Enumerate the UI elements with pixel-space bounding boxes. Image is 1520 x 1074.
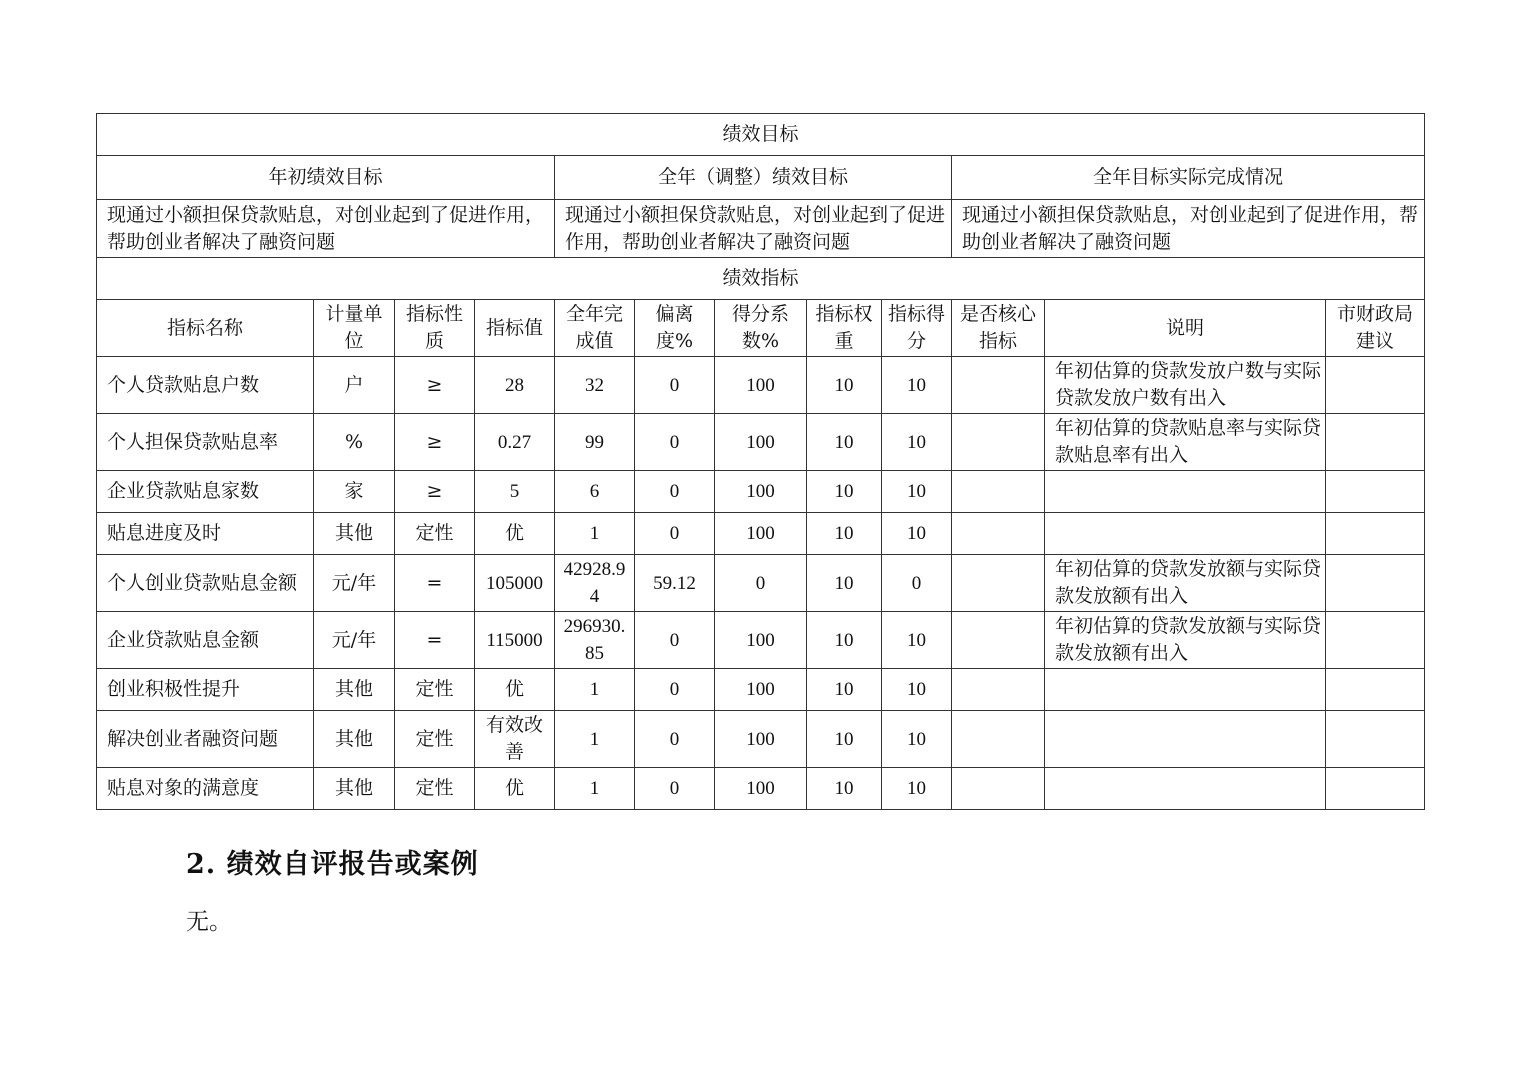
cell-advice [1326,471,1425,513]
cell-unit: 其他 [314,669,395,711]
cell-unit: 其他 [314,768,395,810]
goal-header-initial: 年初绩效目标 [97,156,555,200]
cell-advice [1326,513,1425,555]
cell-advice [1326,357,1425,414]
cell-deviation: 59.12 [635,555,715,612]
cell-actual: 1 [555,513,635,555]
cell-name: 贴息进度及时 [97,513,314,555]
cell-core [952,768,1045,810]
goal-header-actual: 全年目标实际完成情况 [952,156,1425,200]
column-header: 指标性质 [395,300,475,357]
cell-score: 10 [882,711,952,768]
column-header: 指标得分 [882,300,952,357]
column-header: 计量单位 [314,300,395,357]
cell-actual: 1 [555,711,635,768]
cell-note: 年初估算的贷款发放额与实际贷款发放额有出入 [1045,612,1326,669]
column-header: 指标值 [475,300,555,357]
cell-unit: % [314,414,395,471]
cell-coef: 100 [715,669,807,711]
column-header: 全年完成值 [555,300,635,357]
cell-weight: 10 [807,711,882,768]
column-header: 指标权重 [807,300,882,357]
cell-target: 115000 [475,612,555,669]
table-row [97,612,1425,669]
cell-target: 优 [475,768,555,810]
goal-header-adjusted: 全年（调整）绩效目标 [555,156,952,200]
cell-advice [1326,768,1425,810]
cell-weight: 10 [807,669,882,711]
cell-note [1045,768,1326,810]
section-heading: 2. 绩效自评报告或案例 [186,849,479,880]
cell-weight: 10 [807,513,882,555]
cell-coef: 0 [715,555,807,612]
cell-nature: ≥ [395,414,475,471]
cell-deviation: 0 [635,471,715,513]
cell-core [952,612,1045,669]
cell-name: 个人贷款贴息户数 [97,357,314,414]
cell-coef: 100 [715,711,807,768]
cell-actual: 6 [555,471,635,513]
cell-advice [1326,612,1425,669]
cell-note [1045,669,1326,711]
cell-coef: 100 [715,612,807,669]
cell-deviation: 0 [635,768,715,810]
cell-deviation: 0 [635,669,715,711]
cell-target: 0.27 [475,414,555,471]
table-row [97,513,1425,555]
cell-name: 贴息对象的满意度 [97,768,314,810]
cell-target: 有效改善 [475,711,555,768]
cell-deviation: 0 [635,357,715,414]
cell-actual: 42928.94 [555,555,635,612]
cell-weight: 10 [807,612,882,669]
goal-text-initial: 现通过小额担保贷款贴息，对创业起到了促进作用，帮助创业者解决了融资问题 [97,200,555,258]
table-title: 绩效目标 [97,114,1425,156]
cell-weight: 10 [807,768,882,810]
indicator-section-title: 绩效指标 [97,258,1425,300]
cell-core [952,471,1045,513]
cell-unit: 其他 [314,513,395,555]
cell-unit: 元/年 [314,555,395,612]
goal-text-actual: 现通过小额担保贷款贴息，对创业起到了促进作用，帮助创业者解决了融资问题 [952,200,1425,258]
column-header: 是否核心指标 [952,300,1045,357]
cell-note: 年初估算的贷款贴息率与实际贷款贴息率有出入 [1045,414,1326,471]
cell-core [952,711,1045,768]
cell-advice [1326,669,1425,711]
cell-actual: 296930.85 [555,612,635,669]
cell-name: 解决创业者融资问题 [97,711,314,768]
cell-score: 10 [882,768,952,810]
cell-score: 10 [882,414,952,471]
cell-name: 个人担保贷款贴息率 [97,414,314,471]
cell-deviation: 0 [635,711,715,768]
cell-note [1045,471,1326,513]
table-row [97,768,1425,810]
column-header-row [97,300,1425,357]
cell-score: 0 [882,555,952,612]
column-header: 得分系数% [715,300,807,357]
cell-unit: 户 [314,357,395,414]
cell-coef: 100 [715,471,807,513]
cell-unit: 元/年 [314,612,395,669]
cell-note: 年初估算的贷款发放额与实际贷款发放额有出入 [1045,555,1326,612]
cell-name: 企业贷款贴息家数 [97,471,314,513]
table-row [97,471,1425,513]
cell-coef: 100 [715,414,807,471]
cell-nature: = [395,555,475,612]
cell-advice [1326,711,1425,768]
table-row [97,555,1425,612]
cell-score: 10 [882,513,952,555]
cell-weight: 10 [807,555,882,612]
cell-score: 10 [882,669,952,711]
cell-core [952,555,1045,612]
cell-coef: 100 [715,357,807,414]
cell-advice [1326,414,1425,471]
cell-nature: 定性 [395,513,475,555]
cell-note: 年初估算的贷款发放户数与实际贷款发放户数有出入 [1045,357,1326,414]
table-row [97,357,1425,414]
cell-nature: 定性 [395,669,475,711]
cell-core [952,669,1045,711]
cell-coef: 100 [715,513,807,555]
cell-name: 个人创业贷款贴息金额 [97,555,314,612]
table-row [97,669,1425,711]
cell-weight: 10 [807,414,882,471]
cell-unit: 家 [314,471,395,513]
cell-core [952,513,1045,555]
cell-core [952,357,1045,414]
cell-deviation: 0 [635,612,715,669]
cell-score: 10 [882,471,952,513]
table-row [97,414,1425,471]
cell-core [952,414,1045,471]
cell-deviation: 0 [635,513,715,555]
cell-target: 优 [475,513,555,555]
cell-target: 28 [475,357,555,414]
column-header: 说明 [1045,300,1326,357]
cell-coef: 100 [715,768,807,810]
cell-nature: 定性 [395,768,475,810]
cell-nature: = [395,612,475,669]
cell-note [1045,711,1326,768]
cell-target: 5 [475,471,555,513]
performance-table [96,113,1425,810]
column-header: 市财政局建议 [1326,300,1425,357]
cell-weight: 10 [807,357,882,414]
cell-unit: 其他 [314,711,395,768]
section-body: 无。 [186,909,232,935]
cell-name: 企业贷款贴息金额 [97,612,314,669]
cell-note [1045,513,1326,555]
cell-name: 创业积极性提升 [97,669,314,711]
column-header: 偏离度% [635,300,715,357]
cell-actual: 1 [555,768,635,810]
cell-target: 优 [475,669,555,711]
cell-nature: 定性 [395,711,475,768]
column-header: 指标名称 [97,300,314,357]
goal-text-adjusted: 现通过小额担保贷款贴息，对创业起到了促进作用，帮助创业者解决了融资问题 [555,200,952,258]
cell-nature: ≥ [395,357,475,414]
table-row [97,711,1425,768]
cell-score: 10 [882,612,952,669]
cell-score: 10 [882,357,952,414]
cell-actual: 1 [555,669,635,711]
cell-nature: ≥ [395,471,475,513]
cell-weight: 10 [807,471,882,513]
cell-actual: 99 [555,414,635,471]
cell-advice [1326,555,1425,612]
cell-target: 105000 [475,555,555,612]
cell-actual: 32 [555,357,635,414]
cell-deviation: 0 [635,414,715,471]
